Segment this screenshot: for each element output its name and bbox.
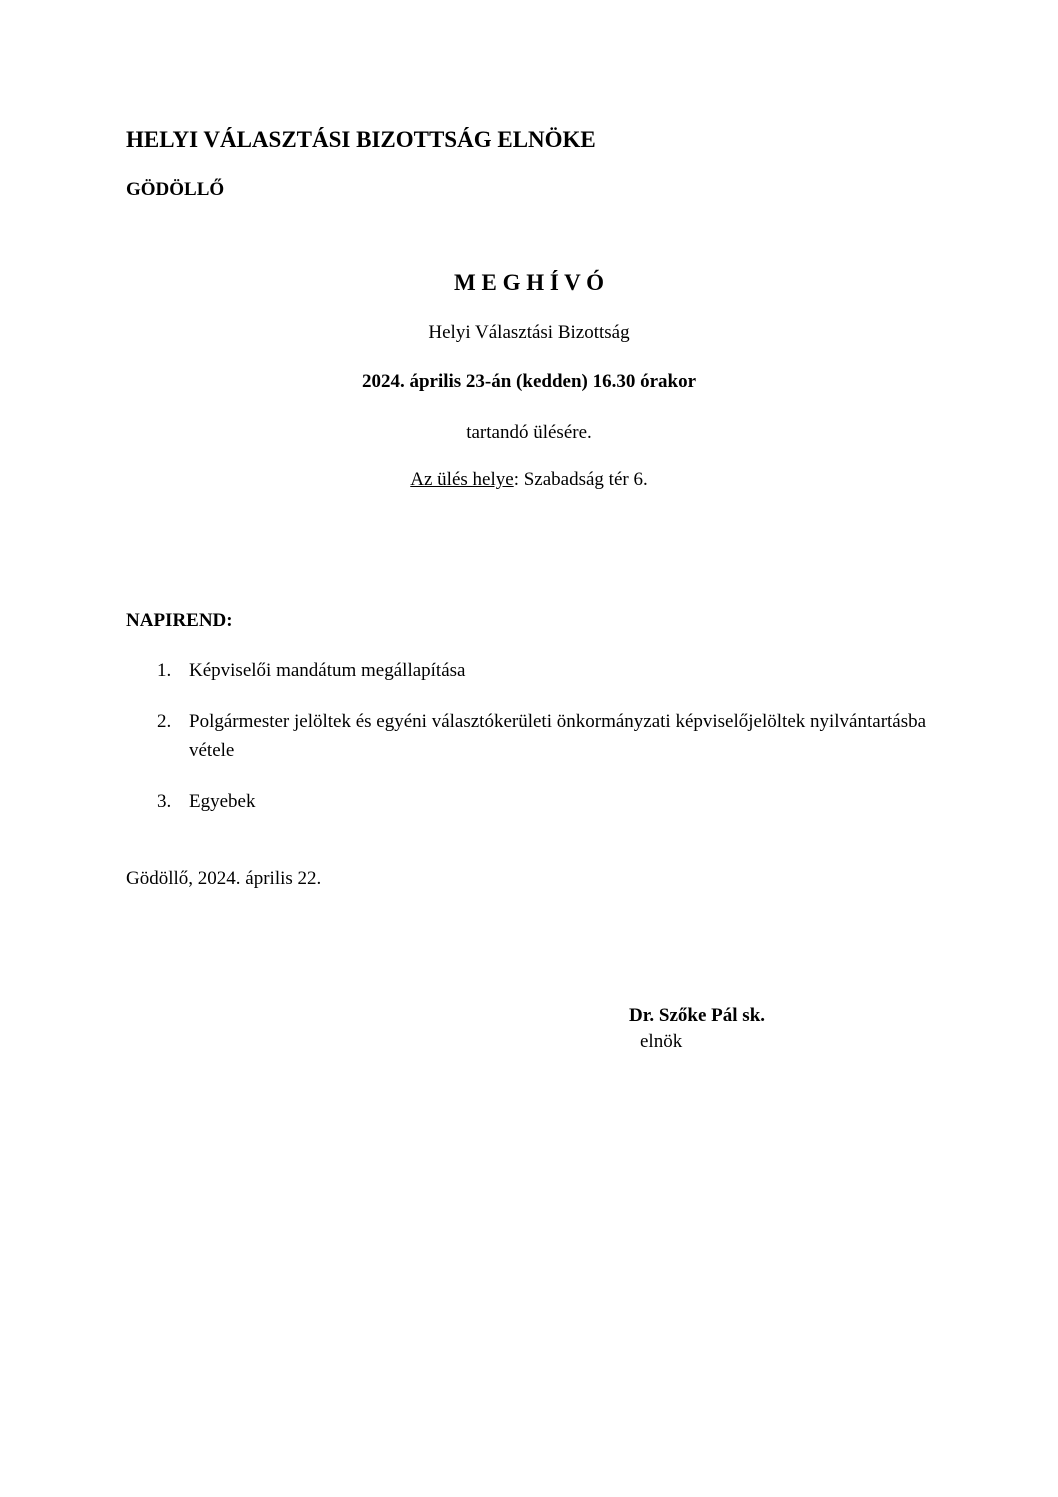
agenda-item — [126, 787, 946, 816]
meeting-text: tartandó ülésére. — [466, 422, 592, 443]
place-and-date: Gödöllő, 2024. április 22. — [126, 868, 322, 889]
committee-name: Helyi Választási Bizottság — [428, 322, 630, 343]
venue-value: : Szabadság tér 6. — [513, 469, 648, 490]
signer-role: elnök — [640, 1031, 683, 1052]
venue-label: Az ülés helye — [410, 469, 514, 490]
invitation-title: M E G H Í V Ó — [454, 270, 604, 295]
meeting-datetime: 2024. április 23-án (kedden) 16.30 órakor — [361, 371, 697, 392]
agenda-item-number: 2. — [157, 711, 172, 732]
organization-title: HELYI VÁLASZTÁSI BIZOTTSÁG ELNÖKE — [126, 127, 596, 152]
agenda-item-number: 1. — [157, 660, 172, 681]
agenda-item — [126, 707, 946, 765]
agenda-item-text: Képviselői mandátum megállapítása — [189, 660, 466, 681]
city-name: GÖDÖLLŐ — [126, 179, 225, 200]
agenda-item-number: 3. — [157, 791, 172, 812]
agenda-heading: NAPIREND: — [126, 610, 233, 631]
agenda-list — [126, 656, 946, 838]
agenda-item-text: Polgármester jelöltek és egyéni választókerületi önkormányzati képviselőjelöltek nyilvántartásba vétele — [189, 711, 927, 761]
meeting-venue — [0, 469, 1058, 491]
signer-name: Dr. Szőke Pál sk. — [629, 1005, 766, 1026]
agenda-item — [126, 656, 946, 685]
agenda-item-text: Egyebek — [189, 791, 256, 812]
